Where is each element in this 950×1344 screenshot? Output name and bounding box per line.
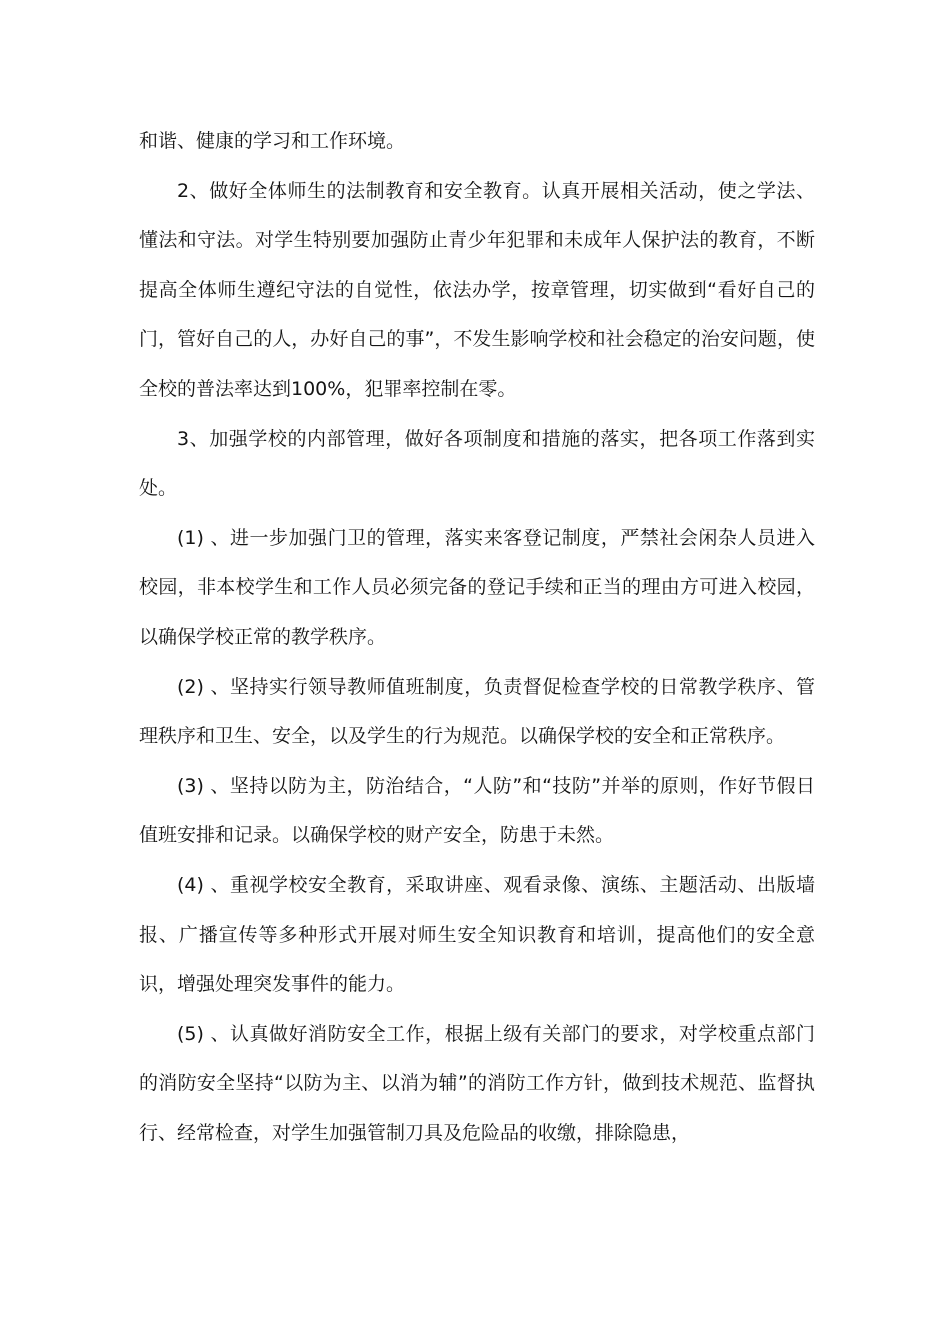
paragraph-item-3: 3、加强学校的内部管理，做好各项制度和措施的落实，把各项工作落到实处。 <box>139 427 815 500</box>
paragraph-item-2: 2、做好全体师生的法制教育和安全教育。认真开展相关活动，使之学法、懂法和守法。对学生特别要加强防止青少年犯罪和未成年人保护法的教育，不断提高全体师生遵纪守法的自觉性，依法办学，按章管理，切实做到“看好自己的门，管好自己的人，办好自己的事”，不发生影响学校和社会稳定的治安问题，使全校的普法率达到100%，犯罪率控制在零。 <box>139 179 815 400</box>
paragraph-subitem-1: (1) 、进一步加强门卫的管理，落实来客登记制度，严禁社会闲杂人员进入校园，非本校学生和工作人员必须完备的登记手续和正当的理由方可进入校园，以确保学校正常的教学秩序。 <box>139 526 815 648</box>
paragraph-subitem-5: (5) 、认真做好消防安全工作，根据上级有关部门的要求，对学校重点部门的消防安全坚持“以防为主、以消为辅”的消防工作方针，做到技术规范、监督执行、经常检查，对学生加强管制刀具及危险品的收缴，排除隐患， <box>139 1022 815 1144</box>
paragraph-continuation: 和谐、健康的学习和工作环境。 <box>139 130 406 152</box>
document-body <box>139 117 815 1158</box>
paragraph-subitem-4: (4) 、重视学校安全教育，采取讲座、观看录像、演练、主题活动、出版墙报、广播宣传等多种形式开展对师生安全知识教育和培训，提高他们的安全意识，增强处理突发事件的能力。 <box>139 873 815 996</box>
paragraph-subitem-2: (2) 、坚持实行领导教师值班制度，负责督促检查学校的日常教学秩序、管理秩序和卫生、安全，以及学生的行为规范。以确保学校的安全和正常秩序。 <box>139 675 815 748</box>
paragraph-subitem-3: (3) 、坚持以防为主，防治结合，“人防”和“技防”并举的原则，作好节假日值班安排和记录。以确保学校的财产安全，防患于未然。 <box>139 774 815 847</box>
